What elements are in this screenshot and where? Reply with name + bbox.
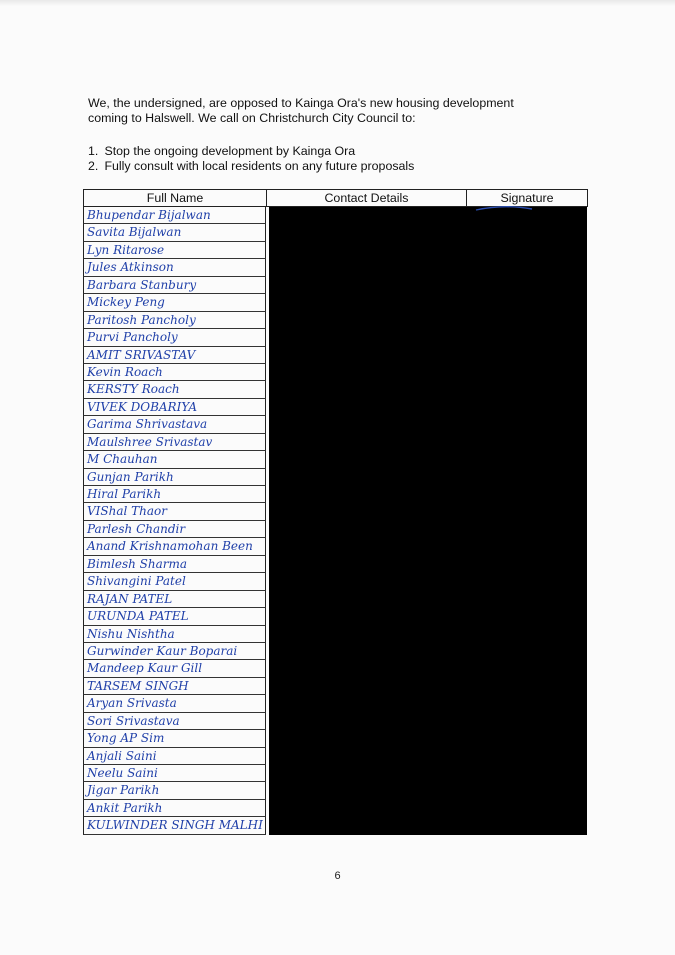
signature-table — [83, 189, 588, 835]
full-name-cell: Gurwinder Kaur Boparai — [83, 643, 266, 660]
full-name-cell: M Chauhan — [83, 451, 266, 468]
full-name-cell: Maulshree Srivastav — [83, 434, 266, 451]
ask-item — [88, 159, 558, 174]
full-name-cell: Neelu Saini — [83, 765, 266, 782]
full-name-cell: URUNDA PATEL — [83, 608, 266, 625]
petition-asks — [88, 144, 558, 174]
full-name-cell: VIShal Thaor — [83, 503, 266, 520]
signature-flourish — [474, 205, 534, 211]
full-name-cell: VIVEK DOBARIYA — [83, 399, 266, 416]
ask-number: 1. — [88, 144, 99, 158]
full-name-cell: Aryan Srivasta — [83, 695, 266, 712]
table-body — [83, 207, 588, 835]
full-name-cell: Barbara Stanbury — [83, 277, 266, 294]
full-name-cell: Savita Bijalwan — [83, 224, 266, 241]
full-name-cell: Mickey Peng — [83, 294, 266, 311]
full-name-cell: Anand Krishnamohan Been — [83, 538, 266, 555]
full-name-cell: Purvi Pancholy — [83, 329, 266, 346]
intro-line-2: coming to Halswell. We call on Christchurch City Council to: — [88, 111, 416, 125]
full-name-cell: Sori Srivastava — [83, 713, 266, 730]
full-name-cell: Jules Atkinson — [83, 259, 266, 276]
full-name-cell: KERSTY Roach — [83, 381, 266, 398]
full-name-cell: Mandeep Kaur Gill — [83, 660, 266, 677]
redaction-block — [269, 207, 587, 835]
page-number: 6 — [334, 870, 341, 882]
full-name-cell: Paritosh Pancholy — [83, 312, 266, 329]
full-name-cell: Jigar Parikh — [83, 782, 266, 799]
full-name-cell: Bhupendar Bijalwan — [83, 207, 266, 224]
full-name-cell: Shivangini Patel — [83, 573, 266, 590]
full-name-cell: Lyn Ritarose — [83, 242, 266, 259]
full-name-cell: KULWINDER SINGH MALHI — [83, 817, 266, 834]
full-name-cell: Anjali Saini — [83, 748, 266, 765]
full-name-cell: Gunjan Parikh — [83, 469, 266, 486]
header-signature: Signature — [500, 191, 554, 205]
scan-edge — [0, 0, 675, 6]
header-full-name: Full Name — [84, 190, 267, 206]
ask-item — [88, 144, 558, 159]
full-name-cell: Nishu Nishtha — [83, 626, 266, 643]
ask-text: Fully consult with local residents on any future proposals — [104, 159, 415, 173]
ask-text: Stop the ongoing development by Kainga Ora — [104, 144, 356, 158]
full-name-cell: Bimlesh Sharma — [83, 556, 266, 573]
ask-number: 2. — [88, 159, 99, 173]
full-name-cell: Hiral Parikh — [83, 486, 266, 503]
petition-intro — [88, 96, 558, 126]
full-name-cell: Garima Shrivastava — [83, 416, 266, 433]
full-name-cell: RAJAN PATEL — [83, 591, 266, 608]
full-name-cell: Kevin Roach — [83, 364, 266, 381]
full-name-cell: Yong AP Sim — [83, 730, 266, 747]
full-name-cell: Parlesh Chandir — [83, 521, 266, 538]
full-name-cell: Ankit Parikh — [83, 800, 266, 817]
intro-line-1: We, the undersigned, are opposed to Kainga Ora's new housing development — [88, 96, 514, 110]
full-name-cell: TARSEM SINGH — [83, 678, 266, 695]
header-contact-details: Contact Details — [267, 190, 467, 206]
full-name-cell: AMIT SRIVASTAV — [83, 347, 266, 364]
